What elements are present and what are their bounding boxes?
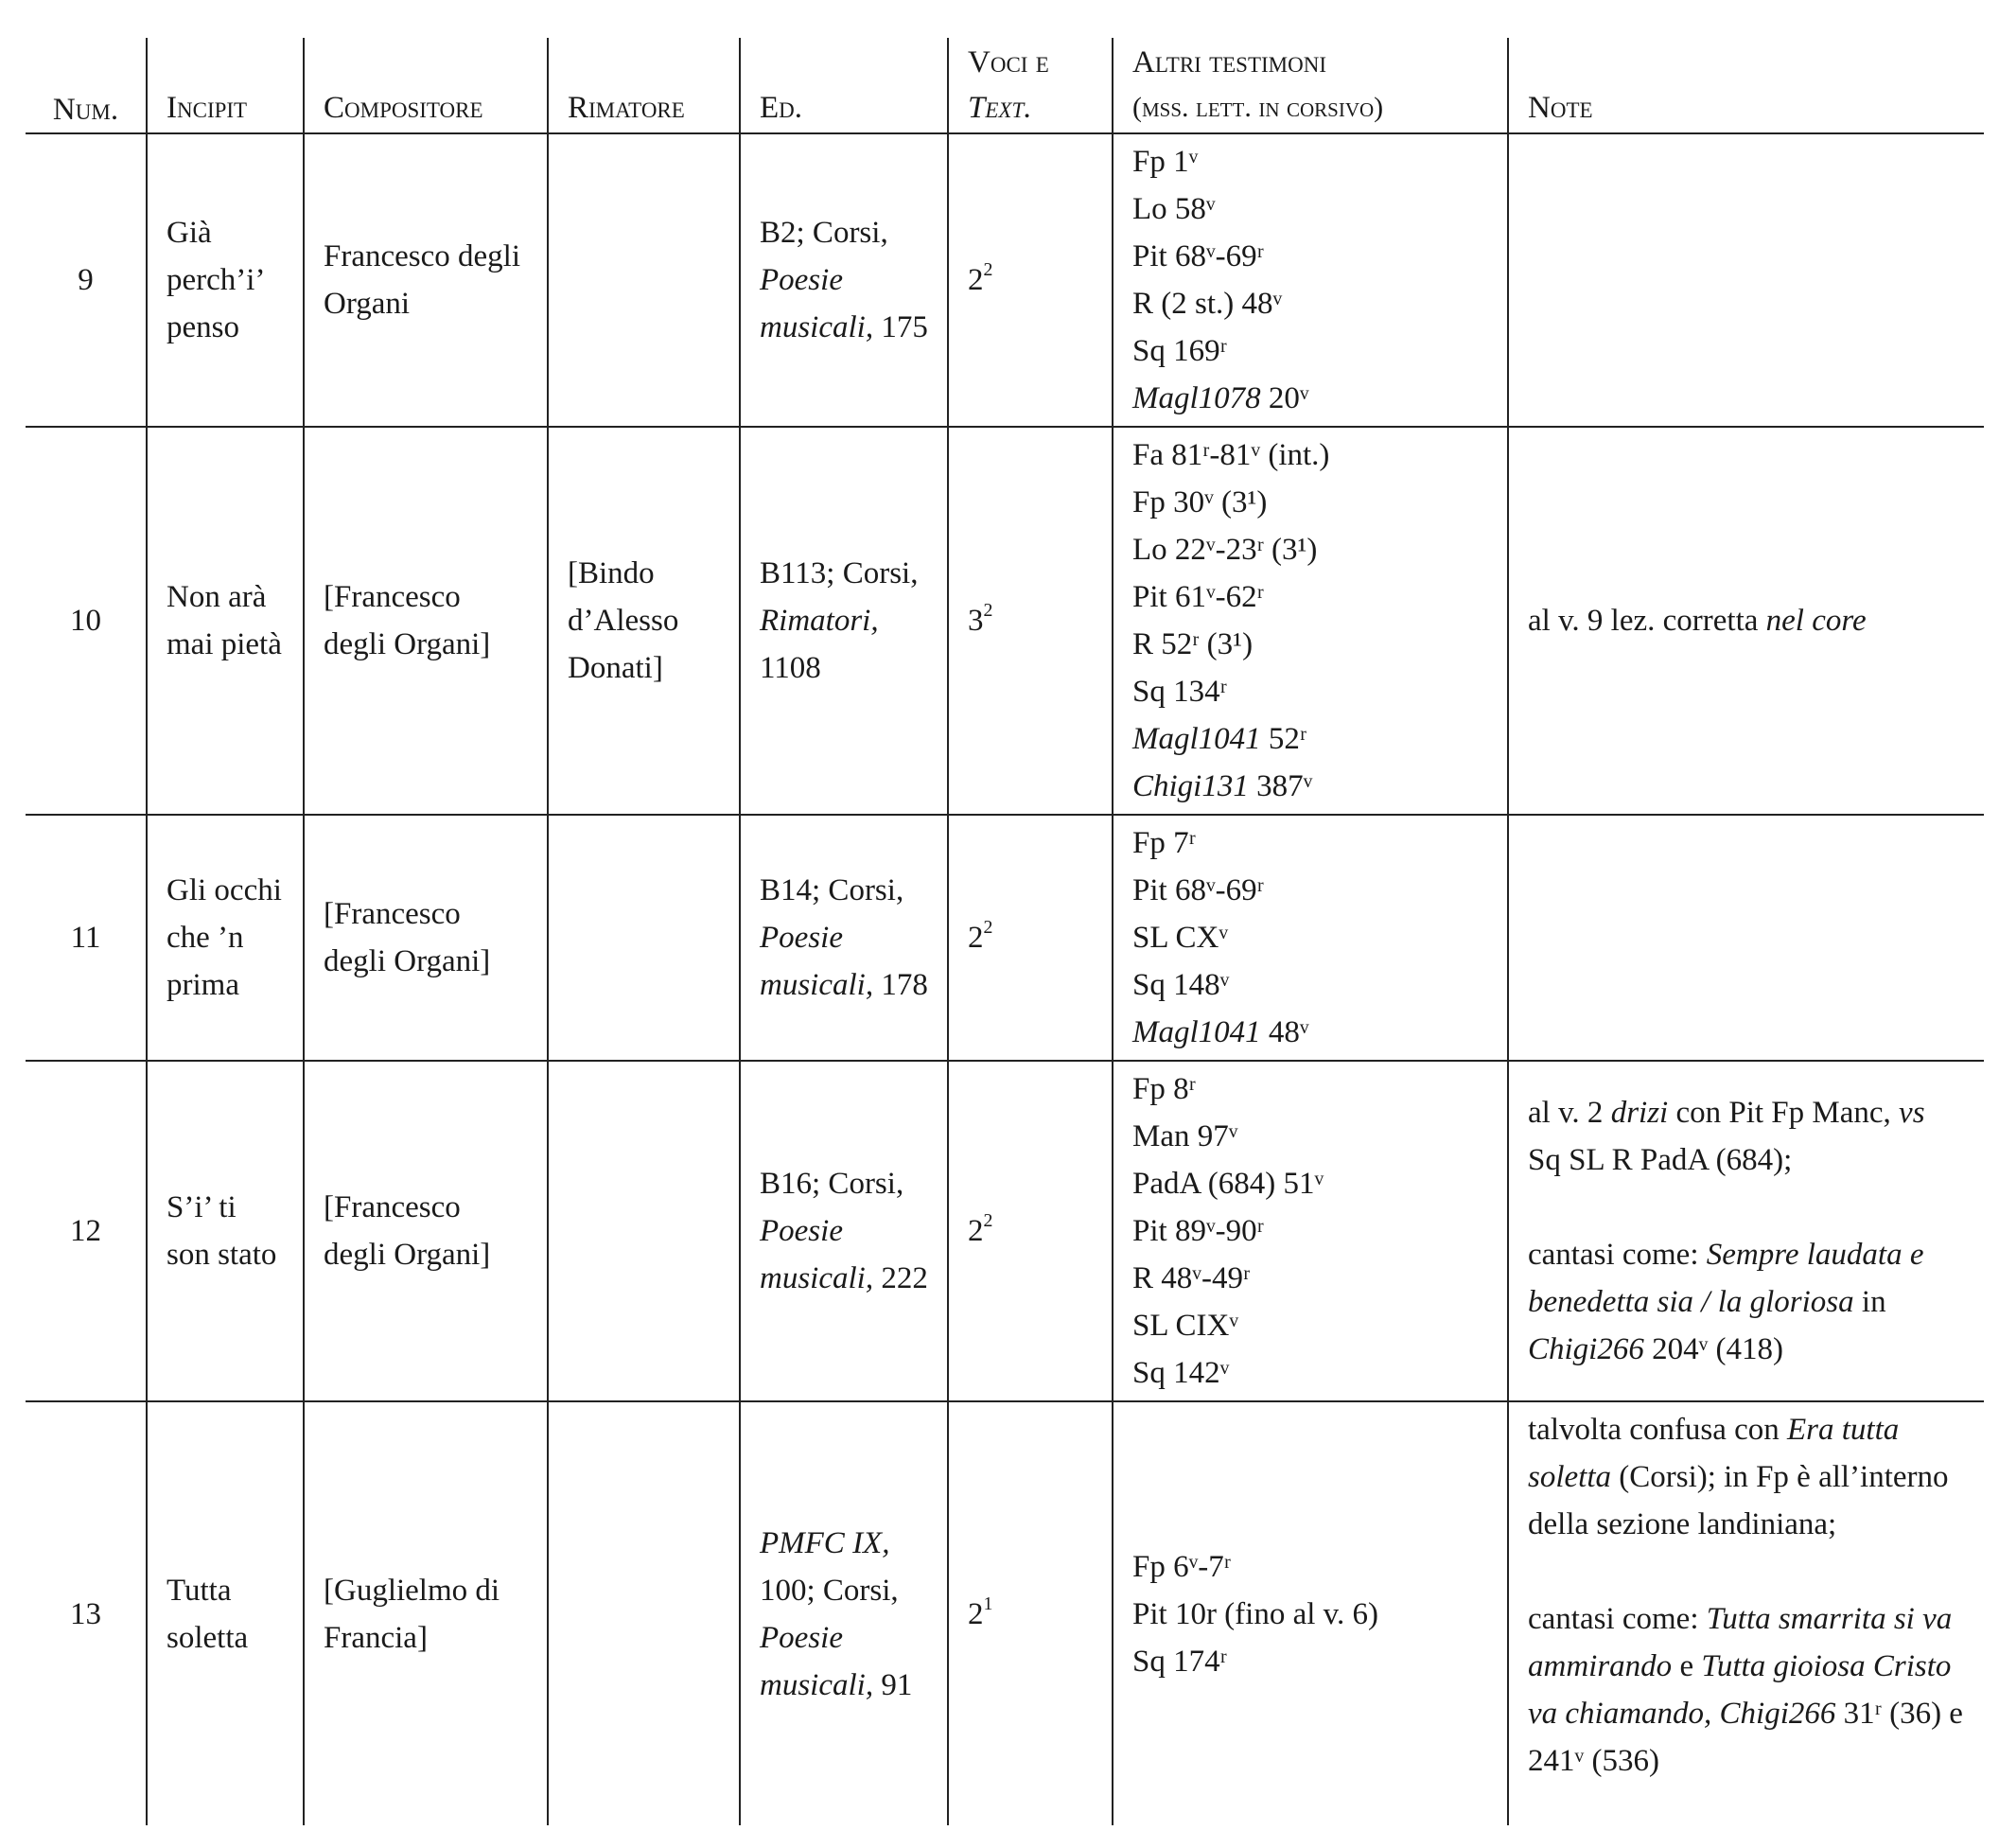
voci-text-count: 2 (983, 600, 993, 622)
ed-text: B16; Corsi, (760, 1167, 904, 1201)
header-compositore: Compositore (304, 38, 548, 133)
header-altri-testimoni (1113, 38, 1508, 133)
cell-rimatore (548, 1061, 740, 1401)
cell-num: 10 (70, 604, 101, 638)
cell-witnesses (1113, 1061, 1508, 1401)
cell-ed (740, 133, 948, 427)
cell-compositore: [Francesco degli Organi] (304, 1061, 548, 1401)
cell-rimatore: [Bindo d’Alesso Donati] (548, 427, 740, 815)
note-paragraph (1528, 1231, 1965, 1373)
note-text: 31ʳ (36) e 241ᵛ (536) (1528, 1697, 1963, 1778)
cell-witnesses (1113, 427, 1508, 815)
cell-voci (948, 1061, 1113, 1401)
cell-incipit: Gli occhi che ’n prima (147, 815, 304, 1061)
cell-ed (740, 1401, 948, 1825)
witness-item: Fp 8ʳ (1132, 1072, 1196, 1106)
voci-text-count: 1 (983, 1593, 993, 1614)
witness-item: Sq 174ʳ (1132, 1644, 1227, 1679)
header-note: Note (1508, 38, 1984, 133)
ed-title: Poesie musicali, (760, 1214, 874, 1295)
table-row (26, 815, 1984, 1061)
sources-table-page (26, 38, 1984, 1825)
cell-compositore: [Guglielmo di Francia] (304, 1401, 548, 1825)
ed-title: Rimatori, (760, 604, 879, 638)
cell-witnesses (1113, 1401, 1508, 1825)
ed-text: B14; Corsi, (760, 873, 904, 907)
cell-voci (948, 815, 1113, 1061)
witness-item: R 52ʳ (3¹) (1132, 627, 1254, 661)
witness-item: SL CIXᵛ (1132, 1309, 1239, 1343)
note-text: talvolta confusa con (1528, 1413, 1780, 1447)
note-cantasi-title: Sempre laudata e benedetta sia / la gloriosa (1528, 1238, 1924, 1319)
note-cantasi-title: Tutta smarrita si va ammirando (1528, 1602, 1953, 1683)
witness-item: Sq 134ʳ (1132, 675, 1227, 709)
ed-page: 175 (881, 310, 928, 344)
ed-text: 100; Corsi, (760, 1573, 899, 1608)
table-row (26, 133, 1984, 427)
note-reading: nel core (1765, 604, 1867, 638)
cell-note (1508, 427, 1984, 815)
witness-item: Man 97ᵛ (1132, 1119, 1238, 1153)
witness-item: Pit 68ᵛ-69ʳ (1132, 239, 1264, 273)
ed-text: B113; Corsi, (760, 556, 919, 590)
note-reading: drizi (1610, 1096, 1669, 1130)
cell-compositore: [Francesco degli Organi] (304, 427, 548, 815)
cell-rimatore (548, 1401, 740, 1825)
cell-rimatore (548, 815, 740, 1061)
witness-item: Lo 58ᵛ (1132, 192, 1216, 226)
note-text: e (1679, 1649, 1694, 1683)
cell-incipit: S’i’ ti son stato (147, 1061, 304, 1401)
cell-rimatore (548, 133, 740, 427)
note-versus: vs (1899, 1096, 1925, 1130)
cell-num: 11 (70, 921, 101, 955)
paragraph-gap (1528, 1184, 1965, 1231)
witness-item: Pit 61ᵛ-62ʳ (1132, 580, 1264, 614)
ed-series: PMFC IX, (760, 1525, 890, 1560)
voci-text-count: 2 (983, 1210, 993, 1232)
header-voci (948, 38, 1113, 133)
note-text: al v. 2 (1528, 1096, 1604, 1130)
witness-item: SL CXᵛ (1132, 921, 1229, 955)
ed-page: 178 (881, 968, 928, 1002)
witness-item: Fp 6ᵛ-7ʳ (1132, 1549, 1231, 1584)
ed-title: Poesie musicali, (760, 921, 874, 1002)
witness-item: Sq 148ᵛ (1132, 968, 1230, 1002)
cell-num: 13 (70, 1596, 101, 1631)
sources-table (26, 38, 1984, 1825)
witness-item: Magl1041 48ᵛ (1132, 1015, 1309, 1049)
cell-incipit: Tutta soletta (147, 1401, 304, 1825)
witness-item: Sq 142ᵛ (1132, 1356, 1230, 1390)
ed-page: 1108 (760, 651, 821, 685)
cell-witnesses (1113, 133, 1508, 427)
cell-compositore: Francesco degli Organi (304, 133, 548, 427)
cell-note (1508, 1401, 1984, 1825)
witness-item: Fa 81ʳ-81ᵛ (int.) (1132, 438, 1330, 472)
witness-item: Sq 169ʳ (1132, 334, 1227, 368)
header-ed: Ed. (740, 38, 948, 133)
voci-text-count: 2 (983, 259, 993, 281)
header-incipit: Incipit (147, 38, 304, 133)
cell-voci (948, 427, 1113, 815)
note-text: con Pit Fp Manc, (1675, 1096, 1891, 1130)
voci-value: 2 (968, 1214, 984, 1248)
header-num: Num. (52, 93, 119, 127)
witness-item: Magl1041 52ʳ (1132, 722, 1307, 756)
voci-value: 3 (968, 604, 984, 638)
witness-item: Lo 22ᵛ-23ʳ (3¹) (1132, 533, 1318, 567)
witness-item: Pit 10r (fino al v. 6) (1132, 1596, 1378, 1631)
note-text: cantasi come: (1528, 1602, 1699, 1636)
cell-incipit: Già perch’i’ penso (147, 133, 304, 427)
witness-item: R (2 st.) 48ᵛ (1132, 287, 1283, 321)
witness-item: Magl1078 20ᵛ (1132, 381, 1309, 415)
cell-ed (740, 815, 948, 1061)
cell-incipit: Non arà mai pietà (147, 427, 304, 815)
cell-compositore: [Francesco degli Organi] (304, 815, 548, 1061)
cell-note (1508, 815, 1984, 1061)
table-row (26, 1401, 1984, 1825)
voci-value: 2 (968, 1596, 984, 1631)
cell-ed (740, 1061, 948, 1401)
witness-item: Fp 1ᵛ (1132, 145, 1199, 179)
note-text: in (1861, 1285, 1886, 1319)
cell-ed (740, 427, 948, 815)
cell-note (1508, 133, 1984, 427)
note-text: al v. 9 lez. corretta (1528, 604, 1759, 638)
witness-item: R 48ᵛ-49ʳ (1132, 1261, 1251, 1295)
note-confused-title: Era tutta soletta (1528, 1413, 1900, 1494)
note-text: (Corsi); in Fp è all’interno della sezione landiniana; (1528, 1460, 1949, 1541)
witness-item: Pit 68ᵛ-69ʳ (1132, 873, 1264, 907)
cell-voci (948, 133, 1113, 427)
voci-value: 2 (968, 263, 984, 297)
ed-text: B2; Corsi, (760, 216, 888, 250)
note-manuscript: Chigi266 (1719, 1697, 1836, 1731)
table-row (26, 427, 1984, 815)
voci-value: 2 (968, 921, 984, 955)
ed-title: Poesie musicali, (760, 263, 874, 344)
voci-text-count: 2 (983, 917, 993, 939)
witness-item: Fp 7ʳ (1132, 826, 1196, 860)
witness-item: Fp 30ᵛ (3¹) (1132, 485, 1268, 519)
header-row (26, 38, 1984, 133)
witness-item: Pit 89ᵛ-90ʳ (1132, 1214, 1264, 1248)
witness-item: Chigi131 387ᵛ (1132, 769, 1313, 803)
note-paragraph (1528, 1406, 1965, 1548)
header-altri-line2: (mss. lett. in corsivo) (1132, 92, 1384, 123)
header-altri-line1: Altri testimoni (1132, 45, 1326, 79)
cell-note (1508, 1061, 1984, 1401)
ed-page: 222 (881, 1261, 928, 1295)
cell-witnesses (1113, 815, 1508, 1061)
note-paragraph (1528, 1089, 1965, 1184)
note-cantasi-title: Tutta gioiosa Cristo va chiamando, (1528, 1649, 1952, 1731)
table-row (26, 1061, 1984, 1401)
note-text: Sq SL R PadA (684); (1528, 1143, 1793, 1177)
witness-item: PadA (684) 51ᵛ (1132, 1167, 1324, 1201)
note-text: cantasi come: (1528, 1238, 1699, 1272)
paragraph-gap (1528, 1548, 1965, 1595)
note-manuscript: Chigi266 (1528, 1332, 1644, 1366)
header-voci-line2: Text. (968, 91, 1032, 125)
header-rimatore: Rimatore (548, 38, 740, 133)
note-paragraph (1528, 1595, 1965, 1785)
note-text: 204ᵛ (418) (1652, 1332, 1784, 1366)
cell-num: 12 (70, 1214, 101, 1248)
ed-page: 91 (881, 1667, 913, 1702)
header-voci-line1: Voci e (968, 45, 1049, 79)
cell-voci (948, 1401, 1113, 1825)
cell-num: 9 (78, 263, 94, 297)
ed-title: Poesie musicali, (760, 1620, 874, 1702)
